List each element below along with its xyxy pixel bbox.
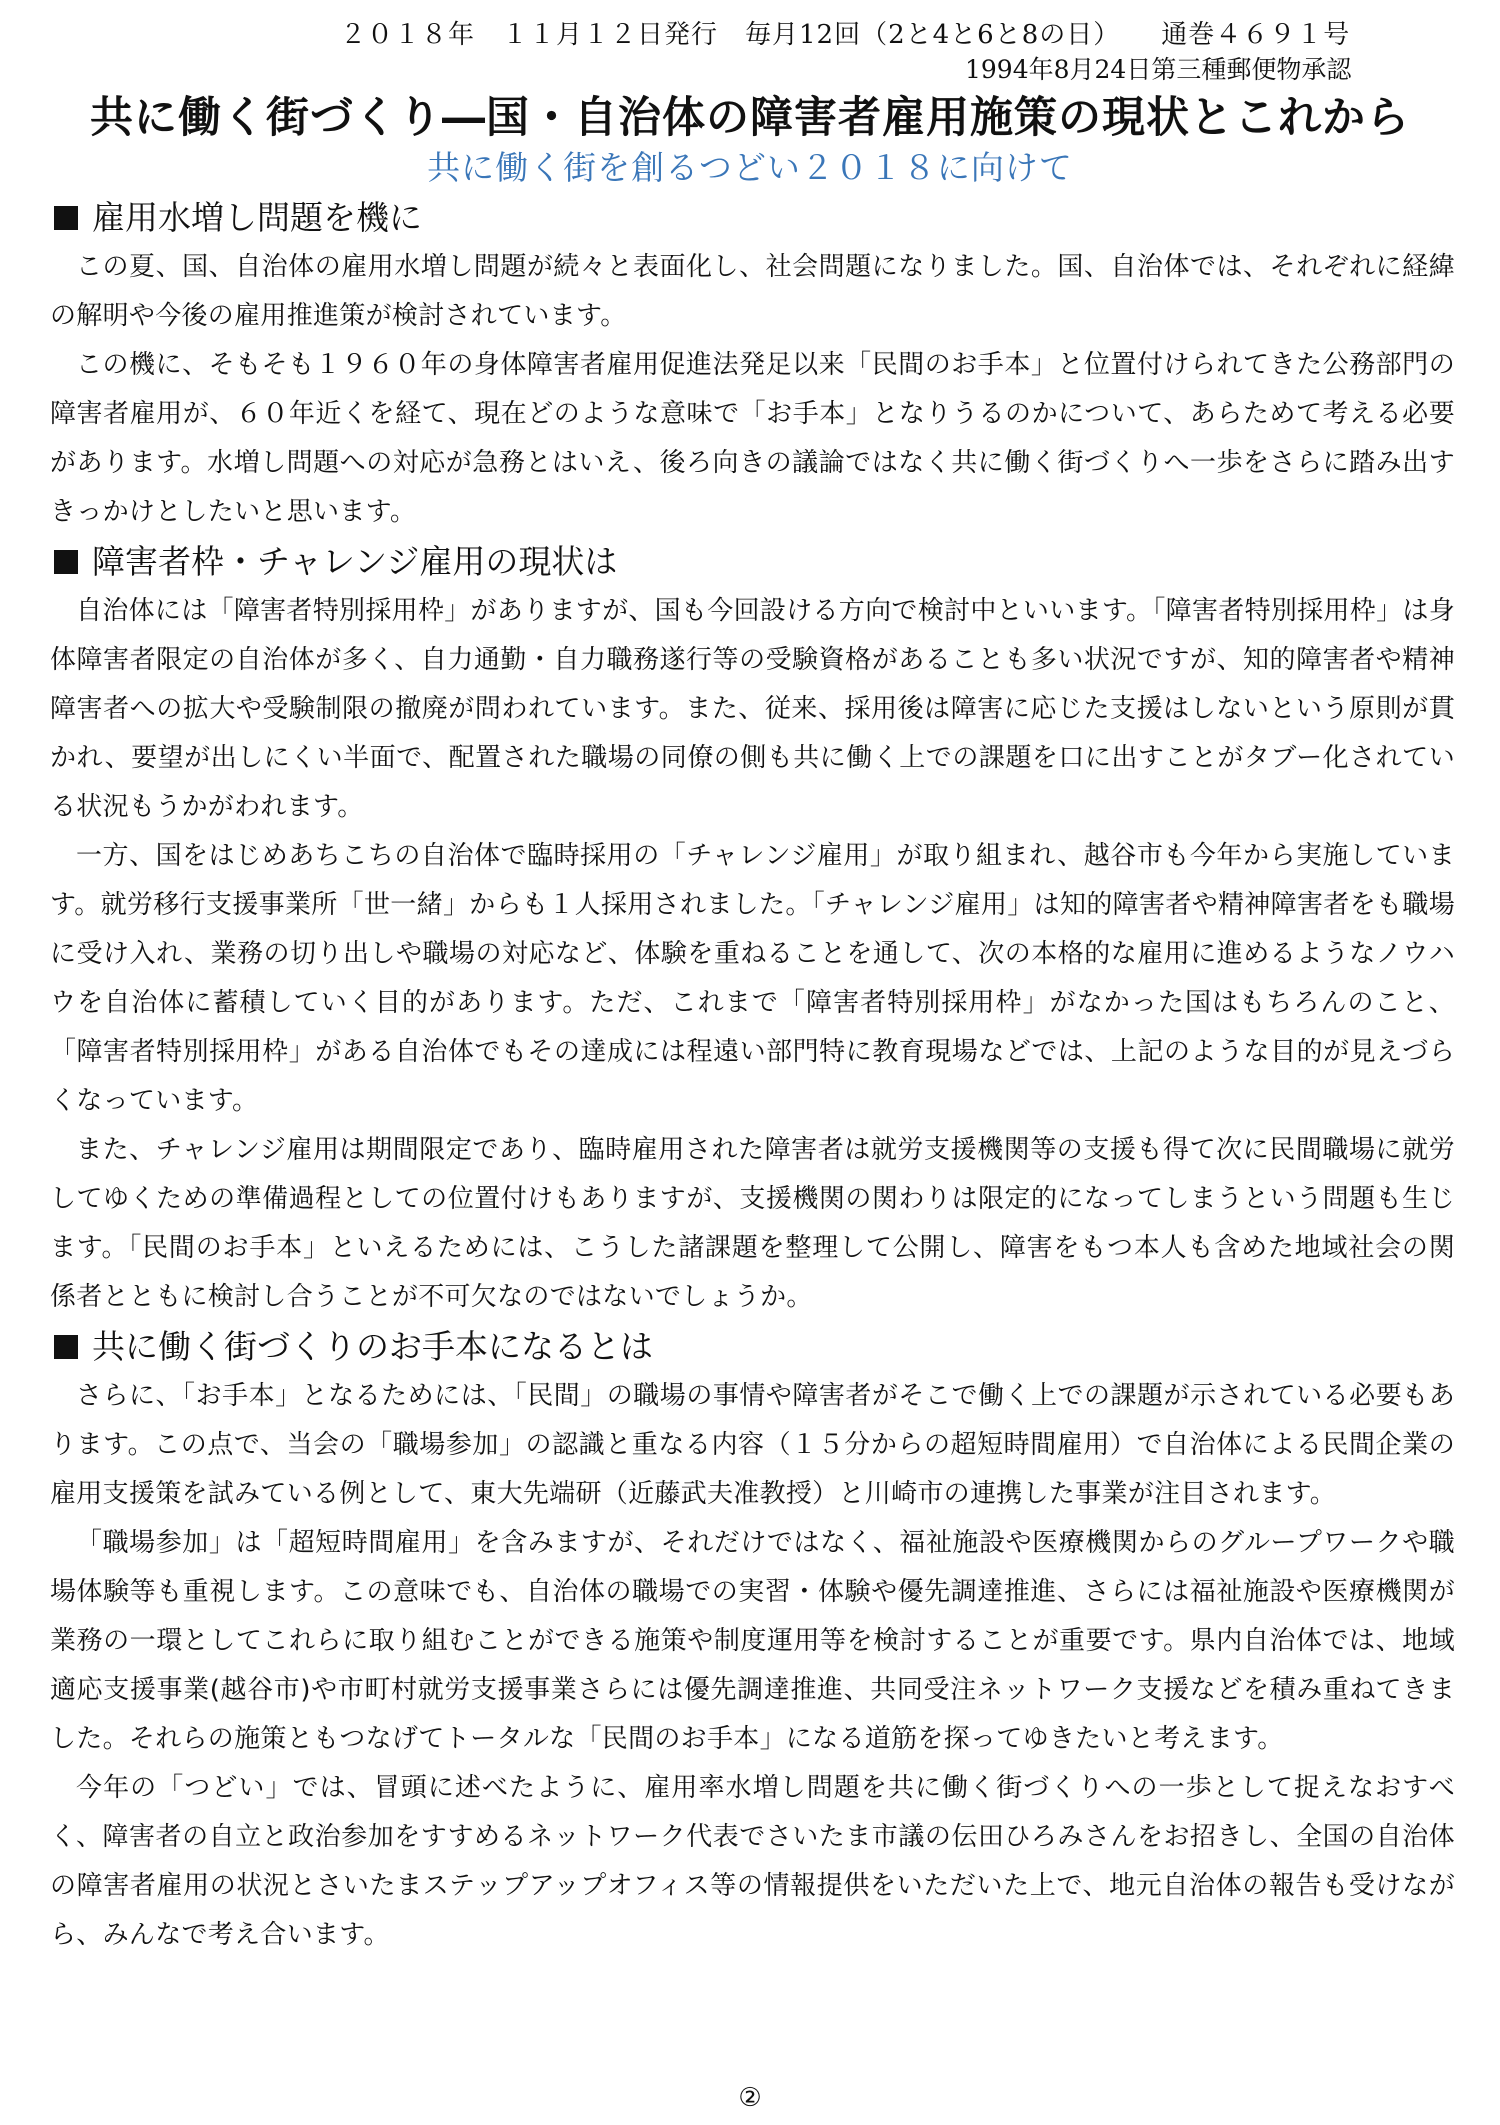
paragraph: この機に、そもそも１９６０年の身体障害者雇用促進法発足以来「民間のお手本」と位置付けられてきた公務部門の障害者雇用が、６０年近くを経て、現在どのような意味で「お手本」となりうるのかについて、あらためて考える必要があります。水増し問題への対応が急務とはいえ、後ろ向きの議論ではなく共に働く街づくりへ一歩をさらに踏み出すきっかけとしたいと思います。 bbox=[50, 350, 1455, 527]
paragraph: 自治体には「障害者特別採用枠」がありますが、国も今回設ける方向で検討中といいます。「障害者特別採用枠」は身体障害者限定の自治体が多く、自力通勤・自力職務遂行等の受験資格があることも多い状況ですが、知的障害者や精神障害者への拡大や受験制限の撤廃が問われています。また、従来、採用後は障害に応じた支援はしないという原則が貫かれ、要望が出しにくい半面で、配置された職場の同僚の側も共に働く上での課題を口に出すことがタブー化されている状況もうかがわれます。 bbox=[50, 596, 1455, 822]
section-2 bbox=[50, 537, 1455, 1322]
paragraph: また、チャレンジ雇用は期間限定であり、臨時雇用された障害者は就労支援機関等の支援も得て次に民間職場に就労してゆくための準備過程としての位置付けもありますが、支援機関の関わりは限定的になってしまうという問題も生じます。「民間のお手本」といえるためには、こうした諸課題を整理して公開し、障害をもつ本人も含めた地域社会の関係者とともに検討し合うことが不可欠なのではないでしょうか。 bbox=[50, 1135, 1455, 1312]
section-heading-text: 共に働く街づくりのお手本になるとは bbox=[92, 1327, 653, 1366]
paragraph: この夏、国、自治体の雇用水増し問題が続々と表面化し、社会問題になりました。国、自治体では、それぞれに経緯の解明や今後の雇用推進策が検討されています。 bbox=[50, 252, 1455, 331]
square-bullet-icon bbox=[54, 1335, 78, 1359]
paragraph: 一方、国をはじめあちこちの自治体で臨時採用の「チャレンジ雇用」が取り組まれ、越谷市も今年から実施しています。就労移行支援事業所「世一緒」からも１人採用されました。「チャレンジ雇用」は知的障害者や精神障害者をも職場に受け入れ、業務の切り出しや職場の対応など、体験を重ねることを通して、次の本格的な雇用に進めるようなノウハウを自治体に蓄積していく目的があります。ただ、これまで「障害者特別採用枠」がなかった国はもちろんのこと、「障害者特別採用枠」がある自治体でもその達成には程遠い部門特に教育現場などでは、上記のような目的が見えづらくなっています。 bbox=[50, 841, 1455, 1116]
square-bullet-icon bbox=[54, 206, 78, 230]
page-number: ② bbox=[738, 2083, 762, 2113]
section-heading-text: 雇用水増し問題を機に bbox=[92, 198, 422, 237]
paragraph: 「職場参加」は「超短時間雇用」を含みますが、それだけではなく、福祉施設や医療機関からのグループワークや職場体験等も重視します。この意味でも、自治体の職場での実習・体験や優先調達推進、さらには福祉施設や医療機関が業務の一環としてこれらに取り組むことができる施策や制度運用等を検討することが重要です。県内自治体では、地域適応支援事業(越谷市)や市町村就労支援事業さらには優先調達推進、共同受注ネットワーク支援などを積み重ねてきました。それらの施策ともつなげてトータルな「民間のお手本」になる道筋を探ってゆきたいと考えます。 bbox=[50, 1528, 1455, 1754]
postal-approval: 1994年8月24日第三種郵便物承認 bbox=[965, 55, 1352, 84]
section-heading bbox=[50, 1322, 1455, 1372]
section-3 bbox=[50, 1322, 1455, 1960]
section-1 bbox=[50, 193, 1455, 537]
paragraph: 今年の「つどい」では、冒頭に述べたように、雇用率水増し問題を共に働く街づくりへの一歩として捉えなおすべく、障害者の自立と政治参加をすすめるネットワーク代表でさいたま市議の伝田ひろみさんをお招きし、全国の自治体の障害者雇用の状況とさいたまステップアップオフィス等の情報提供をいただいた上で、地元自治体の報告も受けながら、みんなで考え合います。 bbox=[50, 1773, 1455, 1950]
section-heading-text: 障害者枠・チャレンジ雇用の現状は bbox=[92, 542, 618, 581]
section-heading bbox=[50, 537, 1455, 587]
issue-info: ２０１８年 １１月１２日発行 毎月12回（2と4と6と8の日） 通巻４６９１号 bbox=[340, 20, 1351, 50]
paragraph: さらに、「お手本」となるためには、「民間」の職場の事情や障害者がそこで働く上での課題が示されている必要もあります。この点で、当会の「職場参加」の認識と重なる内容（１５分からの超短時間雇用）で自治体による民間企業の雇用支援策を試みている例として、東大先端研（近藤武夫准教授）と川崎市の連携した事業が注目されます。 bbox=[50, 1381, 1455, 1509]
page-subtitle: 共に働く街を創るつどい２０１８に向けて bbox=[427, 148, 1073, 187]
article-body bbox=[50, 193, 1455, 1960]
square-bullet-icon bbox=[54, 550, 78, 574]
section-heading bbox=[50, 193, 1455, 243]
page-title: 共に働く街づくり―国・自治体の障害者雇用施策の現状とこれから bbox=[90, 93, 1410, 143]
